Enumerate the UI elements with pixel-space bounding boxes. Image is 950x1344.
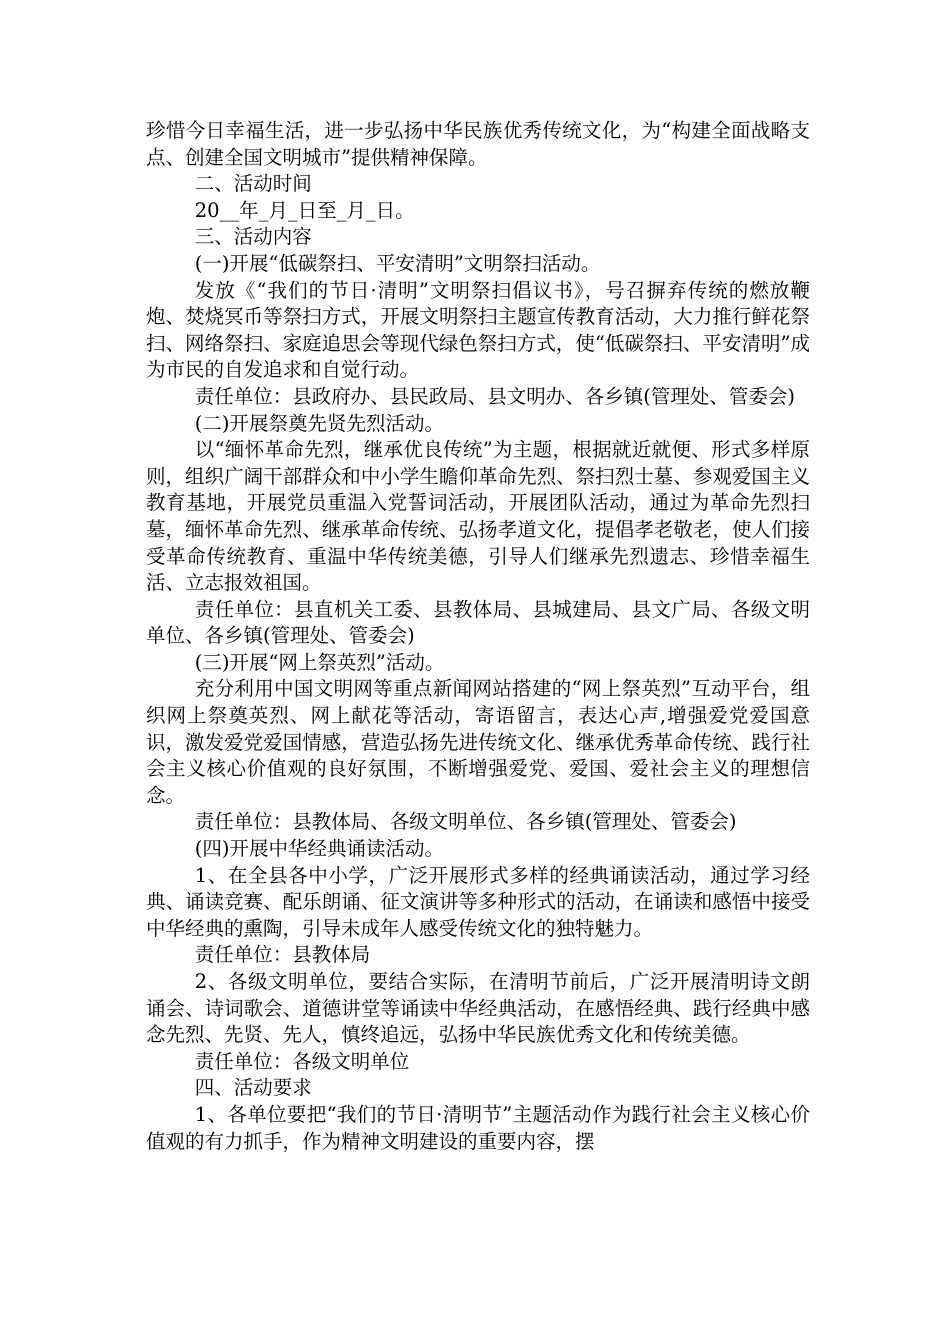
responsibility-4-2: 责任单位：各级文明单位 (194, 1049, 410, 1073)
paragraph-3: 充分利用中国文明网等重点新闻网站搭建的“网上祭英烈”互动平台，组织网上祭奠英烈、网上献花等活动，寄语留言，表达心声,增强爱党爱国意识，激发爱党爱国情感，营造弘扬先进传统文化、继承优秀革命传统、践行社会主义核心价值观的良好氛围，不断增强爱党、爱国、爱社会主义的理想信念。 (146, 677, 810, 807)
subheading-3: (三)开展“网上祭英烈”活动。 (194, 650, 445, 674)
paragraph-1: 发放《“我们的节日·清明”文明祭扫倡议书》，号召摒弃传统的燃放鞭炮、焚烧冥币等祭扫方式，开展文明祭扫主题宣传教育活动，大力推行鲜花祭扫、网络祭扫、家庭追思会等现代绿色祭扫方式，使“低碳祭扫、平安清明”成为市民的自发追求和自觉行动。 (146, 278, 810, 382)
responsibility-3: 责任单位：县教体局、各级文明单位、各乡镇(管理处、管委会) (194, 810, 737, 834)
activity-date: 20__年_月_日至_月_日。 (194, 198, 415, 222)
responsibility-1: 责任单位：县政府办、县民政局、县文明办、各乡镇(管理处、管委会) (194, 384, 795, 408)
heading-activity-content: 三、活动内容 (194, 225, 312, 249)
document-body (146, 118, 810, 1155)
responsibility-2: 责任单位：县直机关工委、县教体局、县城建局、县文广局、各级文明单位、各乡镇(管理处、管委会) (146, 597, 810, 648)
paragraph-intro: 珍惜今日幸福生活，进一步弘扬中华民族优秀传统文化，为“构建全面战略支点、创建全国文明城市”提供精神保障。 (146, 119, 810, 169)
subheading-2: (二)开展祭奠先贤先烈活动。 (194, 411, 444, 435)
heading-activity-time: 二、活动时间 (194, 172, 312, 196)
heading-activity-requirements: 四、活动要求 (194, 1076, 312, 1100)
paragraph-requirement-1: 1、各单位要把“我们的节日·清明节”主题活动作为践行社会主义核心价值观的有力抓手，作为精神文明建设的重要内容，摆 (146, 1102, 810, 1153)
paragraph-4-2: 2、各级文明单位，要结合实际，在清明节前后，广泛开展清明诗文朗诵会、诗词歌会、道德讲堂等诵读中华经典活动，在感悟经典、践行经典中感念先烈、先贤、先人，慎终追远，弘扬中华民族优秀文化和传统美德。 (146, 970, 810, 1047)
paragraph-4-1: 1、在全县各中小学，广泛开展形式多样的经典诵读活动，通过学习经典、诵读竞赛、配乐朗诵、征文演讲等多种形式的活动，在诵读和感悟中接受中华经典的熏陶，引导未成年人感受传统文化的独特魅力。 (146, 863, 810, 940)
subheading-1: (一)开展“低碳祭扫、平安清明”文明祭扫活动。 (194, 251, 601, 275)
subheading-4: (四)开展中华经典诵读活动。 (194, 837, 444, 861)
paragraph-2: 以“缅怀革命先烈，继承优良传统”为主题，根据就近就便、形式多样原则，组织广阔干部群众和中小学生瞻仰革命先烈、祭扫烈士墓、参观爱国主义教育基地，开展党员重温入党誓词活动，开展团队活动，通过为革命先烈扫墓，缅怀革命先烈、继承革命传统、弘扬孝道文化，提倡孝老敬老，使人们接受革命传统教育、重温中华传统美德，引导人们继承先烈遗志、珍惜幸福生活、立志报效祖国。 (146, 438, 810, 595)
responsibility-4-1: 责任单位：县教体局 (194, 943, 371, 967)
